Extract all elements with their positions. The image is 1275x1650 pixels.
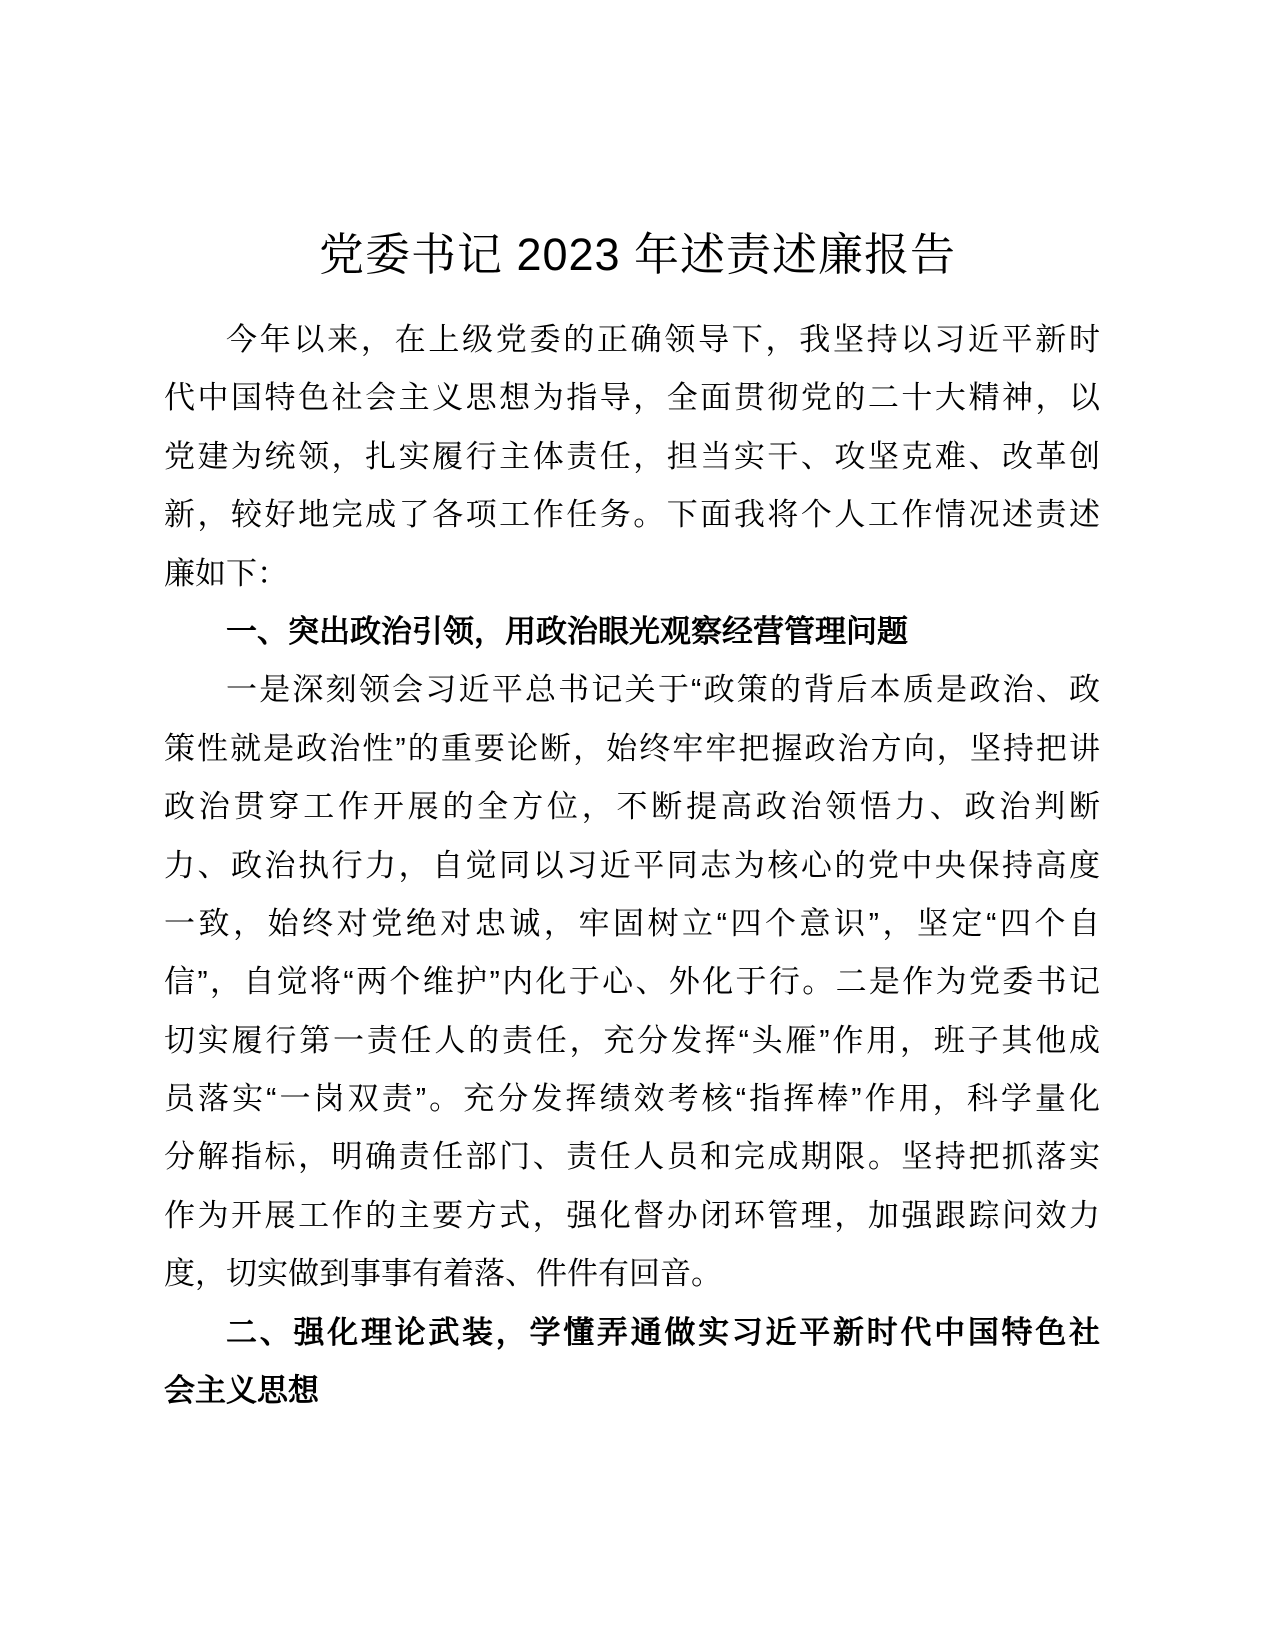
text-line: 党建为统领，扎实履行主体责任，担当实干、攻坚克难、改革创 [164, 438, 1100, 474]
text-line: 切实履行第一责任人的责任，充分发挥“头雁”作用，班子其他成 [164, 1022, 1100, 1058]
text-line: 作为开展工作的主要方式，强化督办闭环管理，加强跟踪问效力 [164, 1197, 1100, 1233]
document-title: 党委书记 2023 年述责述廉报告 [318, 229, 957, 280]
text-line: 廉如下： [164, 555, 288, 591]
document-body [164, 311, 1100, 1420]
text-line: 代中国特色社会主义思想为指导，全面贯彻党的二十大精神，以 [164, 380, 1100, 416]
heading-line: 一、突出政治引领，用政治眼光观察经营管理问题 [226, 613, 908, 649]
text-line: 力、政治执行力，自觉同以习近平同志为核心的党中央保持高度 [164, 847, 1100, 883]
text-line: 度，切实做到事事有着落、件件有回音。 [164, 1256, 722, 1292]
text-line: 新，较好地完成了各项工作任务。下面我将个人工作情况述责述 [164, 497, 1100, 533]
text-line: 员落实“一岗双责”。充分发挥绩效考核“指挥棒”作用，科学量化 [164, 1081, 1100, 1117]
heading-line: 会主义思想 [164, 1373, 319, 1409]
text-line: 一致，始终对党绝对忠诚，牢固树立“四个意识”，坚定“四个自 [164, 905, 1100, 941]
text-line: 政治贯穿工作开展的全方位，不断提高政治领悟力、政治判断 [164, 789, 1100, 825]
text-line: 策性就是政治性”的重要论断，始终牢牢把握政治方向，坚持把讲 [164, 730, 1100, 766]
text-line: 一是深刻领会习近平总书记关于“政策的背后本质是政治、政 [226, 672, 1100, 708]
text-line: 今年以来，在上级党委的正确领导下，我坚持以习近平新时 [226, 322, 1100, 357]
text-line: 信”，自觉将“两个维护”内化于心、外化于行。二是作为党委书记 [164, 964, 1100, 1000]
heading-line: 二、强化理论武装，学懂弄通做实习近平新时代中国特色社 [226, 1314, 1100, 1350]
text-line: 分解指标，明确责任部门、责任人员和完成期限。坚持把抓落实 [164, 1139, 1100, 1175]
